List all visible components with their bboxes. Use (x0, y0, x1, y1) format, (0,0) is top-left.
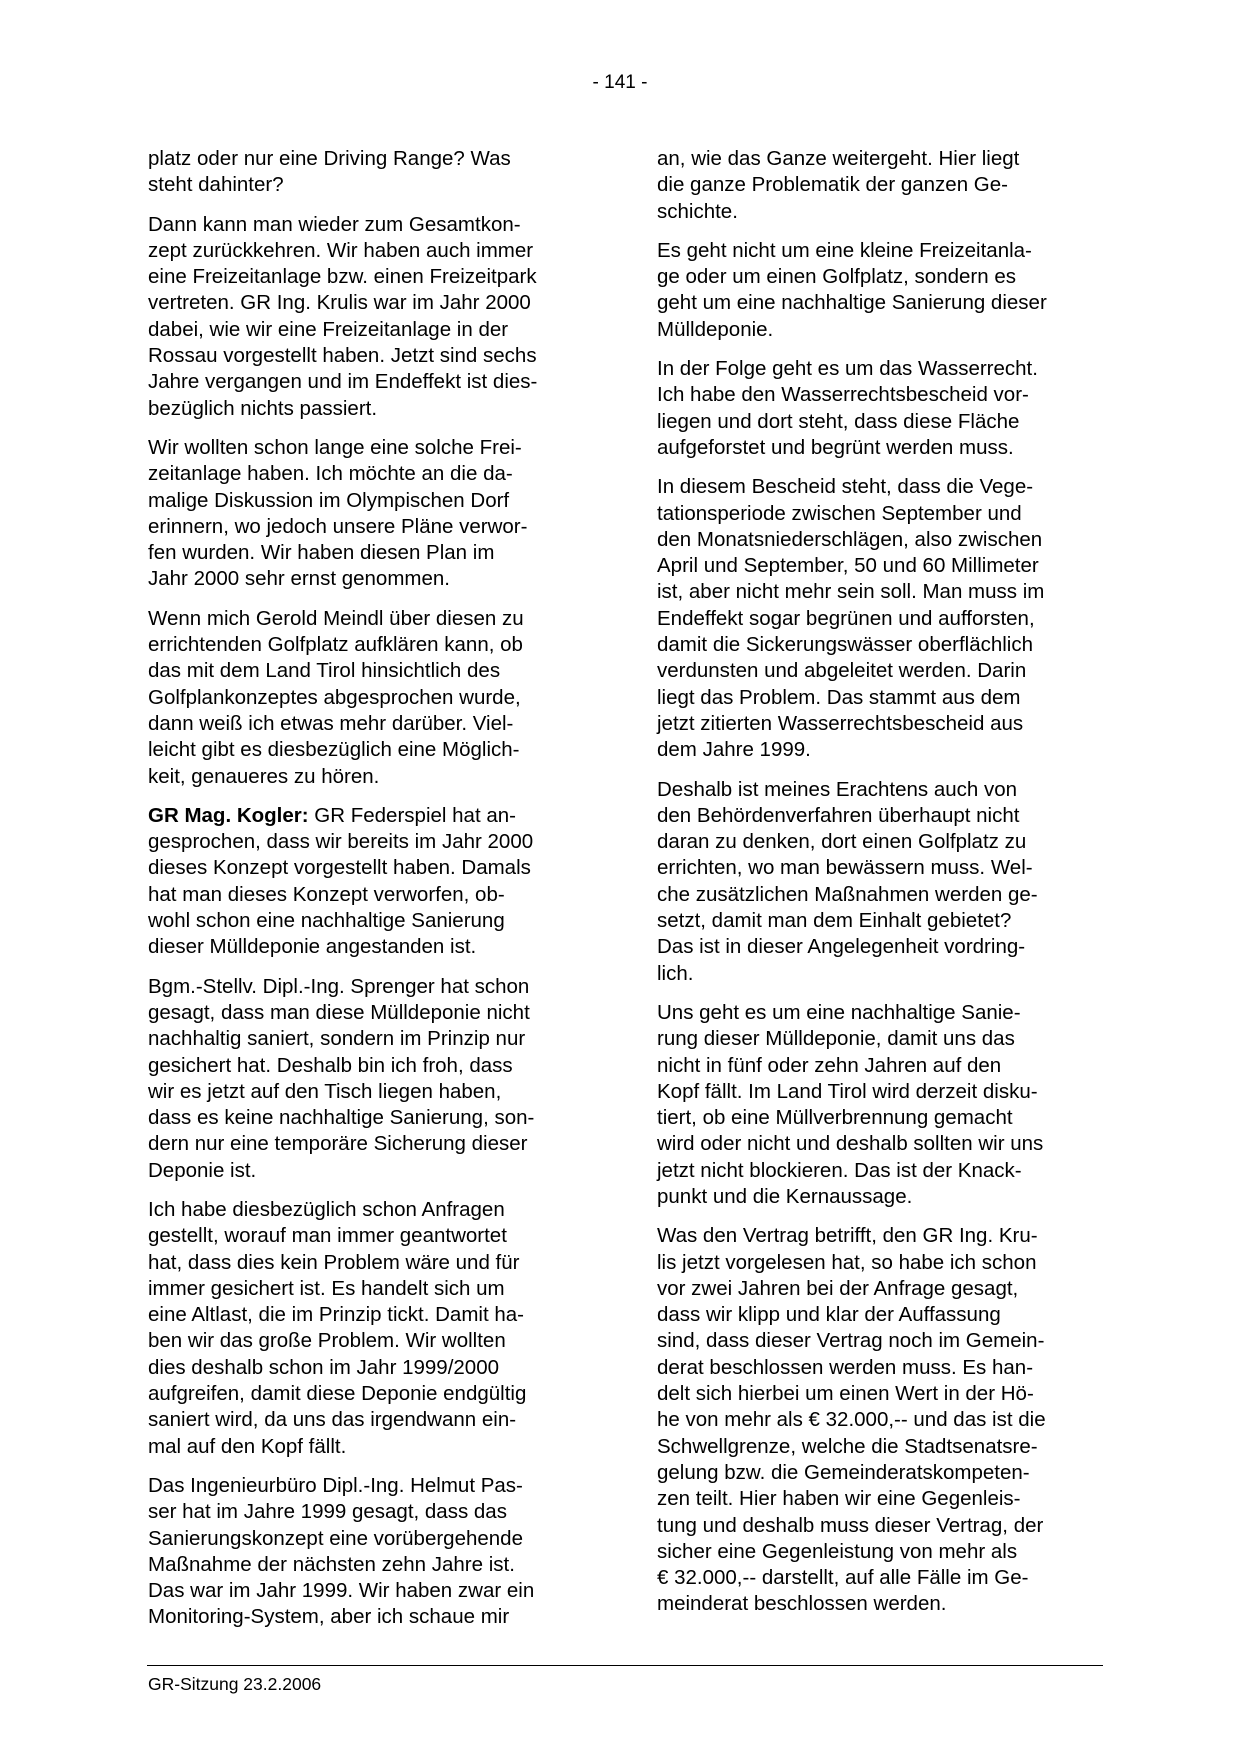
text-line: € 32.000,-- darstellt, auf alle Fälle im Ge- (657, 1566, 1029, 1590)
page-number: - 141 - (592, 72, 648, 93)
text-line: fen wurden. Wir haben diesen Plan im (148, 541, 495, 565)
text-line: immer gesichert ist. Es handelt sich um (148, 1276, 505, 1300)
text-line: Golfplankonzeptes abgesprochen wurde, (148, 685, 521, 709)
text-line: daran zu denken, dort einen Golfplatz zu (657, 830, 1027, 854)
text-line: eine Freizeitanlage bzw. einen Freizeitpark (148, 265, 537, 289)
right-column (657, 146, 1104, 1631)
text-line: punkt und die Kernaussage. (657, 1184, 913, 1208)
text-line: liegen und dort steht, dass diese Fläche (657, 409, 1020, 433)
text-line: wird oder nicht und deshalb sollten wir uns (657, 1132, 1044, 1156)
text-line: sicher eine Gegenleistung von mehr als (657, 1539, 1018, 1563)
paragraph (148, 212, 600, 422)
text-line: an, wie das Ganze weitergeht. Hier liegt (657, 147, 1020, 170)
text-line: hat, dass dies kein Problem wäre und für (148, 1250, 520, 1274)
paragraph (148, 803, 600, 961)
text-line: Jahr 2000 sehr ernst genommen. (148, 567, 450, 591)
text-line: zeitanlage haben. Ich möchte an die da- (148, 462, 513, 486)
text-line: Schwellgrenze, welche die Stadtsenatsre- (657, 1434, 1038, 1458)
text-line: Bgm.-Stellv. Dipl.-Ing. Sprenger hat schon (148, 974, 530, 998)
text-fragment: GR Federspiel hat an- (308, 803, 516, 827)
footer-divider (147, 1665, 1103, 1666)
text-line: Sanierungskonzept eine vorübergehende (148, 1526, 523, 1550)
text-line: sind, dass dieser Vertrag noch im Gemein- (657, 1329, 1045, 1353)
text-line: tationsperiode zwischen September und (657, 501, 1022, 525)
paragraph (148, 1197, 600, 1460)
text-line: Mülldeponie. (657, 317, 774, 341)
text-line: aufgeforstet und begrünt werden muss. (657, 435, 1014, 459)
text-line: che zusätzlichen Maßnahmen werden ge- (657, 882, 1038, 906)
text-line: gelung bzw. die Gemeinderatskompeten- (657, 1460, 1030, 1484)
text-line: vertreten. GR Ing. Krulis war im Jahr 2000 (148, 291, 531, 315)
text-line: dann weiß ich etwas mehr darüber. Viel- (148, 711, 514, 735)
text-line: mal auf den Kopf fällt. (148, 1434, 347, 1458)
text-line: ist, aber nicht mehr sein soll. Man muss im (657, 580, 1045, 604)
text-line: Wir wollten schon lange eine solche Frei- (148, 435, 522, 459)
text-line: jetzt zitierten Wasserrechtsbescheid aus (657, 711, 1024, 735)
text-line: dies deshalb schon im Jahr 1999/2000 (148, 1355, 500, 1379)
text-line: derat beschlossen werden muss. Es han- (657, 1355, 1034, 1379)
paragraph (148, 1473, 600, 1631)
paragraph (657, 1223, 1104, 1617)
text-line: dass es keine nachhaltige Sanierung, son- (148, 1106, 535, 1130)
text-line: aufgreifen, damit diese Deponie endgültig (148, 1382, 527, 1406)
text-line: he von mehr als € 32.000,-- und das ist die (657, 1408, 1046, 1432)
text-line: Das Ingenieurbüro Dipl.-Ing. Helmut Pas- (148, 1473, 523, 1497)
paragraph (148, 974, 600, 1184)
text-line: tiert, ob eine Müllverbrennung gemacht (657, 1106, 1013, 1130)
text-line: keit, genaueres zu hören. (148, 764, 380, 788)
text-line: errichten, wo man bewässern muss. Wel- (657, 856, 1033, 880)
text-line: Ich habe den Wasserrechtsbescheid vor- (657, 383, 1029, 407)
text-line: dabei, wie wir eine Freizeitanlage in der (148, 317, 509, 341)
text-line: liegt das Problem. Das stammt aus dem (657, 685, 1021, 709)
paragraph (657, 1000, 1104, 1210)
text-line: den Behördenverfahren überhaupt nicht (657, 803, 1020, 827)
text-line: Monitoring-System, aber ich schaue mir (148, 1605, 510, 1629)
text-line: jetzt nicht blockieren. Das ist der Knack- (657, 1158, 1022, 1182)
text-line: rung dieser Mülldeponie, damit uns das (657, 1027, 1015, 1051)
text-line: dem Jahre 1999. (657, 738, 811, 762)
text-line: eine Altlast, die im Prinzip tickt. Damit ha- (148, 1303, 524, 1327)
speaker-name: GR Mag. Kogler: (148, 803, 309, 827)
text-line: In diesem Bescheid steht, dass die Vege- (657, 475, 1034, 499)
text-line: damit die Sickerungswässer oberflächlich (657, 633, 1034, 657)
paragraph (657, 474, 1104, 763)
text-line: nachhaltig saniert, sondern im Prinzip nur (148, 1027, 526, 1051)
text-line: dern nur eine temporäre Sicherung dieser (148, 1132, 528, 1156)
text-line: das mit dem Land Tirol hinsichtlich des (148, 659, 501, 683)
text-line: dieser Mülldeponie angestanden ist. (148, 935, 477, 959)
text-line: steht dahinter? (148, 173, 284, 197)
text-line: leicht gibt es diesbezüglich eine Möglich- (148, 738, 520, 762)
paragraph (657, 238, 1104, 343)
paragraph (657, 146, 1104, 225)
text-line: nicht in fünf oder zehn Jahren auf den (657, 1053, 1002, 1077)
text-line: setzt, damit man dem Einhalt gebietet? (657, 909, 1012, 933)
text-line: Das ist in dieser Angelegenheit vordring- (657, 935, 1026, 959)
text-line: In der Folge geht es um das Wasserrecht. (657, 357, 1038, 381)
text-line: gesichert hat. Deshalb bin ich froh, dass (148, 1053, 513, 1077)
text-line: Uns geht es um eine nachhaltige Sanie- (657, 1000, 1021, 1024)
text-line: meinderat beschlossen werden. (657, 1592, 947, 1616)
text-line: wir es jetzt auf den Tisch liegen haben, (148, 1079, 502, 1103)
text-line: bezüglich nichts passiert. (148, 396, 378, 420)
text-line: lis jetzt vorgelesen hat, so habe ich schon (657, 1250, 1037, 1274)
text-line: saniert wird, da uns das irgendwann ein- (148, 1408, 517, 1432)
text-line: Wenn mich Gerold Meindl über diesen zu (148, 606, 524, 630)
text-line: gesprochen, dass wir bereits im Jahr 2000 (148, 830, 534, 854)
paragraph (148, 146, 600, 199)
text-line: dass wir klipp und klar der Auffassung (657, 1303, 1001, 1327)
text-line: erinnern, wo jedoch unsere Pläne verwor- (148, 514, 528, 538)
text-line: den Monatsniederschlägen, also zwischen (657, 527, 1043, 551)
text-line: April und September, 50 und 60 Millimeter (657, 554, 1039, 578)
text-line: tung und deshalb muss dieser Vertrag, der (657, 1513, 1044, 1537)
paragraph (657, 777, 1104, 987)
text-line: Maßnahme der nächsten zehn Jahre ist. (148, 1552, 515, 1576)
text-line: ser hat im Jahre 1999 gesagt, dass das (148, 1500, 507, 1524)
paragraph (148, 435, 600, 593)
text-line: hat man dieses Konzept verworfen, ob- (148, 882, 505, 906)
text-line: verdunsten und abgeleitet werden. Darin (657, 659, 1027, 683)
text-line: ben wir das große Problem. Wir wollten (148, 1329, 506, 1353)
text-line: Es geht nicht um eine kleine Freizeitanla- (657, 238, 1032, 262)
left-column (148, 146, 600, 1644)
text-line: gesagt, dass man diese Mülldeponie nicht (148, 1000, 530, 1024)
text-line: Das war im Jahr 1999. Wir haben zwar ein (148, 1579, 535, 1603)
text-line: Dann kann man wieder zum Gesamtkon- (148, 212, 521, 236)
paragraph (657, 356, 1104, 461)
text-line: Rossau vorgestellt haben. Jetzt sind sechs (148, 344, 537, 368)
text-line: ge oder um einen Golfplatz, sondern es (657, 265, 1016, 289)
text-line: vor zwei Jahren bei der Anfrage gesagt, (657, 1276, 1019, 1300)
text-line: gestellt, worauf man immer geantwortet (148, 1224, 507, 1248)
text-line: Deponie ist. (148, 1158, 257, 1182)
text-line: wohl schon eine nachhaltige Sanierung (148, 909, 505, 933)
text-line: dieses Konzept vorgestellt haben. Damals (148, 856, 531, 880)
text-line: Ich habe diesbezüglich schon Anfragen (148, 1197, 505, 1221)
text-line: Endeffekt sogar begrünen und aufforsten, (657, 606, 1035, 630)
text-line: schichte. (657, 199, 738, 223)
text-line: Kopf fällt. Im Land Tirol wird derzeit disku- (657, 1079, 1038, 1103)
text-line: geht um eine nachhaltige Sanierung dieser (657, 291, 1047, 315)
text-line: zen teilt. Hier haben wir eine Gegenleis- (657, 1487, 1021, 1511)
text-line: malige Diskussion im Olympischen Dorf (148, 488, 510, 512)
text-line: Deshalb ist meines Erachtens auch von (657, 777, 1018, 801)
footer-session-date: GR-Sitzung 23.2.2006 (148, 1674, 322, 1694)
text-line: zept zurückkehren. Wir haben auch immer (148, 238, 534, 262)
text-line: die ganze Problematik der ganzen Ge- (657, 173, 1008, 197)
speaker-line (148, 803, 600, 829)
text-line: platz oder nur eine Driving Range? Was (148, 147, 511, 170)
text-line: delt sich hierbei um einen Wert in der Hö- (657, 1382, 1034, 1406)
text-line: Was den Vertrag betrifft, den GR Ing. Kru- (657, 1224, 1038, 1248)
text-line: Jahre vergangen und im Endeffekt ist dies- (148, 370, 538, 394)
text-line: errichtenden Golfplatz aufklären kann, ob (148, 633, 523, 657)
text-line: lich. (657, 961, 694, 985)
paragraph (148, 606, 600, 790)
